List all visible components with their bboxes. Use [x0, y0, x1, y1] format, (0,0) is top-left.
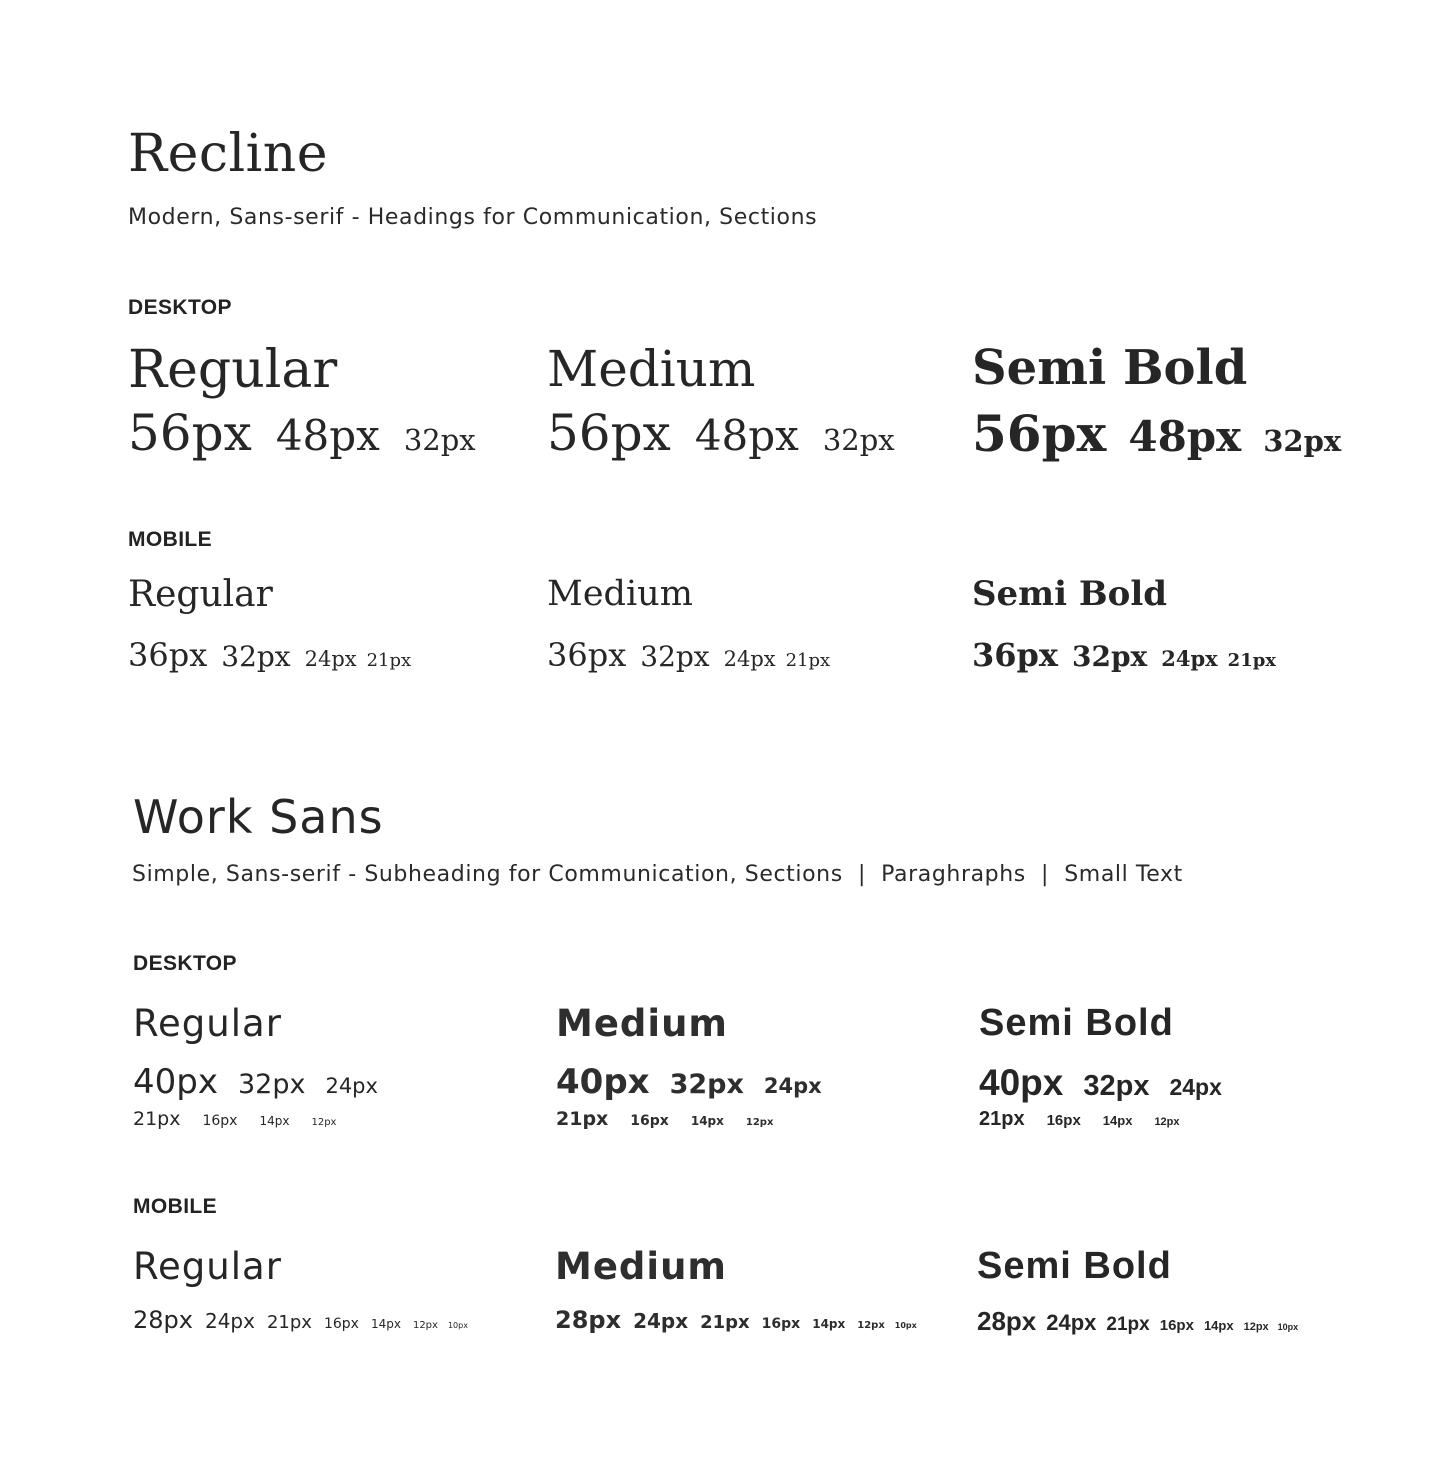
- size-sample: 28px: [555, 1306, 622, 1334]
- size-sample: 12px: [857, 1320, 885, 1331]
- worksans-desktop-label: DESKTOP: [133, 952, 237, 975]
- size-sample: 32px: [1083, 1070, 1150, 1102]
- size-sample: 21px: [556, 1108, 609, 1130]
- worksans-desktop-medium-name: Medium: [556, 1002, 728, 1045]
- size-sample: 48px: [694, 411, 799, 460]
- size-sample: 48px: [1128, 412, 1242, 461]
- size-sample: 14px: [1203, 1318, 1234, 1333]
- size-sample: 24px: [723, 647, 776, 671]
- size-sample: 32px: [822, 423, 895, 457]
- worksans-mobile-semibold-name: Semi Bold: [977, 1245, 1172, 1287]
- size-sample: 32px: [1263, 424, 1342, 458]
- worksans-mobile-regular-sizes: [133, 1306, 468, 1334]
- size-sample: 14px: [812, 1317, 846, 1331]
- worksans-desktop-regular-sizes: [133, 1062, 378, 1102]
- size-sample: 24px: [204, 1309, 255, 1333]
- worksans-desktop-regular-name: Regular: [133, 1002, 282, 1045]
- worksans-mobile-semibold-sizes: [977, 1306, 1298, 1337]
- size-sample: 21px: [1106, 1314, 1150, 1335]
- recline-desktop-medium-name: Medium: [547, 340, 756, 398]
- recline-title: Recline: [128, 124, 329, 184]
- worksans-mobile-label: MOBILE: [133, 1195, 218, 1218]
- size-sample: 16px: [630, 1113, 669, 1129]
- size-sample: 21px: [133, 1108, 181, 1130]
- size-sample: 24px: [1169, 1074, 1222, 1100]
- size-sample: 10px: [1277, 1322, 1299, 1332]
- size-sample: 21px: [366, 650, 412, 671]
- recline-desktop-medium-sizes: [547, 404, 895, 462]
- size-sample: 36px: [547, 636, 627, 674]
- size-sample: 14px: [1102, 1113, 1133, 1128]
- size-sample: 10px: [894, 1321, 917, 1330]
- worksans-mobile-medium-name: Medium: [555, 1245, 727, 1288]
- size-sample: 32px: [669, 1069, 744, 1100]
- recline-mobile-semibold-name: Semi Bold: [972, 574, 1168, 614]
- size-sample: 21px: [266, 1312, 312, 1333]
- worksans-desktop-semibold-name: Semi Bold: [979, 1002, 1174, 1044]
- size-sample: 16px: [1159, 1317, 1194, 1334]
- size-sample: 12px: [412, 1320, 438, 1331]
- recline-desktop-semibold-name: Semi Bold: [972, 340, 1248, 396]
- size-sample: 40px: [133, 1062, 218, 1102]
- size-sample: 36px: [972, 636, 1058, 674]
- recline-desktop-label: DESKTOP: [128, 296, 232, 319]
- size-sample: 56px: [128, 404, 252, 462]
- recline-mobile-semibold-sizes: [972, 636, 1276, 674]
- size-sample: 24px: [1046, 1310, 1097, 1335]
- size-sample: 56px: [547, 404, 671, 462]
- recline-mobile-medium-sizes: [547, 636, 830, 674]
- worksans-description: Simple, Sans-serif - Subheading for Communication, Sections | Paraghraphs | Small Text: [132, 862, 1183, 887]
- size-sample: 24px: [304, 647, 357, 671]
- recline-desktop-regular-name: Regular: [128, 340, 338, 400]
- size-sample: 28px: [977, 1306, 1037, 1336]
- size-sample: 24px: [633, 1309, 689, 1333]
- size-sample: 10px: [447, 1321, 468, 1330]
- size-sample: 16px: [1046, 1112, 1081, 1129]
- size-sample: 36px: [128, 636, 208, 674]
- size-sample: 32px: [221, 640, 291, 673]
- size-sample: 32px: [403, 423, 476, 457]
- size-sample: 32px: [237, 1069, 306, 1100]
- size-sample: 12px: [1243, 1321, 1269, 1333]
- size-sample: 12px: [311, 1117, 337, 1128]
- size-sample: 32px: [640, 640, 710, 673]
- size-sample: 21px: [785, 650, 831, 671]
- size-sample: 16px: [761, 1316, 801, 1332]
- worksans-desktop-medium-small-sizes: [556, 1108, 773, 1130]
- size-sample: 48px: [275, 411, 380, 460]
- worksans-mobile-medium-sizes: [555, 1306, 917, 1334]
- size-sample: 32px: [1071, 640, 1148, 673]
- recline-description: Modern, Sans-serif - Headings for Communication, Sections: [128, 205, 818, 230]
- size-sample: 24px: [325, 1074, 378, 1098]
- recline-desktop-semibold-sizes: [972, 404, 1341, 463]
- worksans-desktop-semibold-small-sizes: [979, 1108, 1180, 1131]
- size-sample: 16px: [323, 1316, 359, 1332]
- size-sample: 40px: [979, 1062, 1064, 1103]
- worksans-mobile-regular-name: Regular: [133, 1245, 282, 1288]
- size-sample: 14px: [370, 1317, 401, 1331]
- size-sample: 24px: [763, 1074, 822, 1098]
- size-sample: 12px: [1154, 1116, 1180, 1128]
- size-sample: 12px: [745, 1117, 774, 1128]
- recline-mobile-regular-sizes: [128, 636, 411, 674]
- size-sample: 24px: [1161, 646, 1218, 671]
- size-sample: 16px: [202, 1113, 238, 1129]
- size-sample: 21px: [1227, 650, 1277, 671]
- size-sample: 56px: [972, 404, 1107, 463]
- worksans-desktop-regular-small-sizes: [133, 1108, 336, 1130]
- worksans-title: Work Sans: [133, 790, 384, 844]
- size-sample: 21px: [979, 1108, 1025, 1130]
- size-sample: 21px: [700, 1312, 750, 1333]
- recline-desktop-regular-sizes: [128, 404, 476, 462]
- recline-mobile-regular-name: Regular: [128, 574, 273, 615]
- recline-mobile-label: MOBILE: [128, 528, 213, 551]
- size-sample: 14px: [259, 1114, 290, 1128]
- size-sample: 28px: [133, 1306, 193, 1334]
- size-sample: 40px: [556, 1062, 650, 1102]
- recline-mobile-medium-name: Medium: [547, 574, 693, 614]
- worksans-desktop-medium-sizes: [556, 1062, 822, 1102]
- size-sample: 14px: [690, 1114, 724, 1128]
- worksans-desktop-semibold-sizes: [979, 1062, 1222, 1104]
